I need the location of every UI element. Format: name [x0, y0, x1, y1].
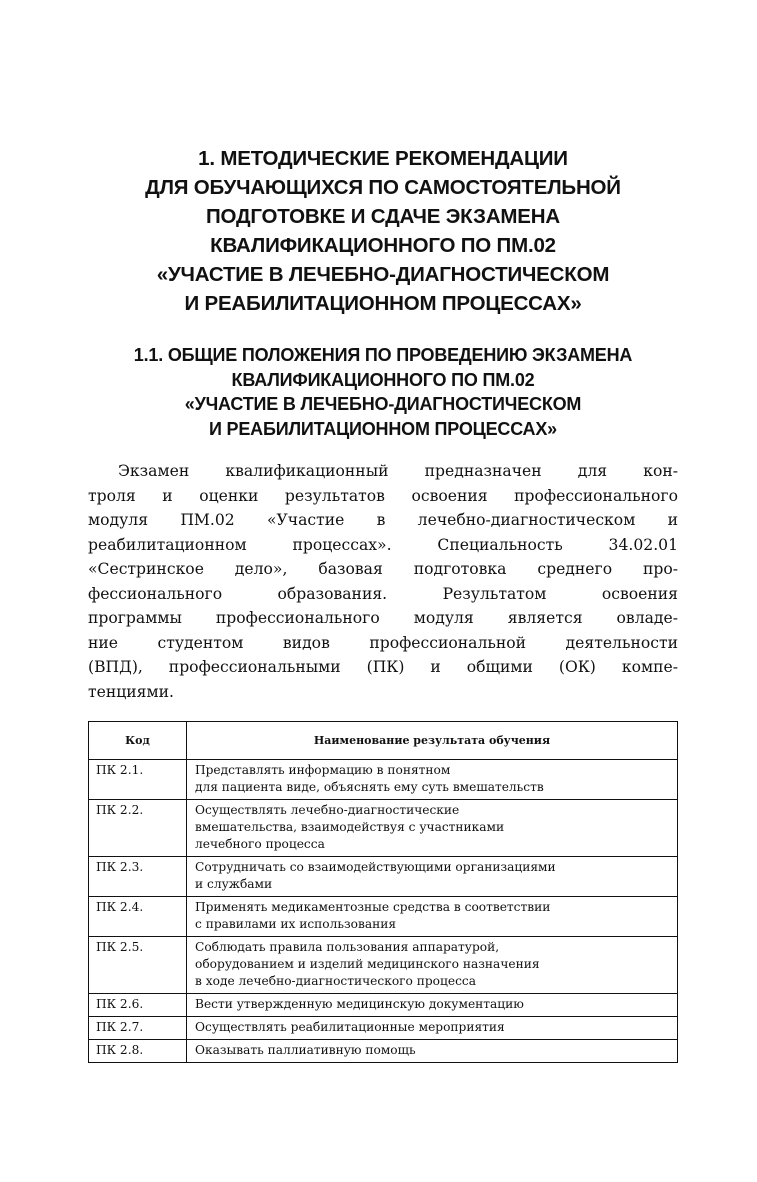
section-heading-line: 1.1. ОБЩИЕ ПОЛОЖЕНИЯ ПО ПРОВЕДЕНИЮ ЭКЗАМЕНА [133, 345, 633, 365]
competency-code: ПК 2.1. [89, 760, 187, 800]
competency-description [187, 1017, 678, 1040]
description-line: Соблюдать правила пользования аппаратурой, [195, 940, 500, 954]
competency-code: ПК 2.7. [89, 1017, 187, 1040]
column-header-name: Наименование результата обучения [187, 722, 678, 760]
table-row [89, 1040, 678, 1063]
table-row [89, 994, 678, 1017]
chapter-heading-line: ДЛЯ ОБУЧАЮЩИХСЯ ПО САМОСТОЯТЕЛЬНОЙ [145, 176, 621, 199]
competency-description [187, 994, 678, 1017]
description-line: Представлять информацию в понятном [195, 763, 451, 777]
competency-description [187, 897, 678, 937]
table-row [89, 1017, 678, 1040]
description-line: лечебного процесса [195, 837, 325, 851]
competency-code: ПК 2.5. [89, 937, 187, 994]
description-line: Осуществлять реабилитационные мероприятия [195, 1020, 505, 1034]
intro-paragraph [88, 459, 678, 704]
description-line: Оказывать паллиативную помощь [195, 1043, 416, 1057]
table-row [89, 897, 678, 937]
competency-description [187, 800, 678, 857]
table-row [89, 800, 678, 857]
competency-code: ПК 2.3. [89, 857, 187, 897]
description-line: с правилами их использования [195, 917, 397, 931]
competency-code: ПК 2.8. [89, 1040, 187, 1063]
section-heading-line: И РЕАБИЛИТАЦИОННОМ ПРОЦЕССАХ» [209, 418, 557, 439]
section-heading-line: КВАЛИФИКАЦИОННОГО ПО ПМ.02 [231, 369, 535, 390]
competency-code: ПК 2.4. [89, 897, 187, 937]
section-heading-line: «УЧАСТИЕ В ЛЕЧЕБНО-ДИАГНОСТИЧЕСКОМ [184, 394, 582, 414]
section-heading [88, 343, 678, 441]
paragraph-line: ние студентом видов профессиональной деятельности [88, 633, 678, 652]
chapter-heading-line: «УЧАСТИЕ В ЛЕЧЕБНО-ДИАГНОСТИЧЕСКОМ [156, 263, 610, 286]
description-line: Применять медикаментозные средства в соответствии [195, 900, 551, 914]
table-header-row [89, 722, 678, 760]
chapter-heading-line: КВАЛИФИКАЦИОННОГО ПО ПМ.02 [210, 234, 556, 257]
competency-description [187, 937, 678, 994]
table-row [89, 937, 678, 994]
learning-results-table [88, 721, 678, 1063]
document-page [88, 144, 678, 1063]
table-row [89, 760, 678, 800]
description-line: вмешательства, взаимодействуя с участниками [195, 820, 505, 834]
description-line: Осуществлять лечебно-диагностические [195, 803, 460, 817]
description-line: в ходе лечебно-диагностического процесса [195, 974, 476, 988]
paragraph-line: фессионального образования. Результатом освоения [88, 584, 678, 603]
paragraph-line: троля и оценки результатов освоения профессионального [88, 486, 678, 505]
description-line: для пациента виде, объяснять ему суть вмешательств [195, 780, 544, 794]
competency-code: ПК 2.6. [89, 994, 187, 1017]
competency-code: ПК 2.2. [89, 800, 187, 857]
column-header-code: Код [89, 722, 187, 760]
paragraph-line: (ВПД), профессиональными (ПК) и общими (ОК) компе- [88, 658, 678, 676]
chapter-heading-line: 1. МЕТОДИЧЕСКИЕ РЕКОМЕНДАЦИИ [198, 147, 568, 170]
paragraph-line: «Сестринское дело», базовая подготовка среднего про- [88, 560, 678, 578]
chapter-heading [88, 144, 678, 318]
description-line: и службами [195, 877, 273, 891]
description-line: оборудованием и изделий медицинского назначения [195, 957, 540, 971]
paragraph-line: Экзамен квалификационный предназначен для кон- [118, 462, 678, 480]
description-line: Сотрудничать со взаимодействующими организациями [195, 860, 556, 874]
chapter-heading-line: ПОДГОТОВКЕ И СДАЧЕ ЭКЗАМЕНА [205, 205, 560, 228]
paragraph-line: тенциями. [88, 682, 174, 701]
paragraph-line: реабилитационном процессах». Специальность 34.02.01 [88, 535, 678, 554]
description-line: Вести утвержденную медицинскую документацию [195, 997, 524, 1011]
competency-description [187, 1040, 678, 1063]
chapter-heading-line: И РЕАБИЛИТАЦИОННОМ ПРОЦЕССАХ» [184, 292, 582, 315]
table-row [89, 857, 678, 897]
competency-description [187, 857, 678, 897]
paragraph-line: программы профессионального модуля является овладе- [88, 609, 678, 627]
paragraph-line: модуля ПМ.02 «Участие в лечебно-диагностическом и [88, 511, 678, 529]
competency-description [187, 760, 678, 800]
